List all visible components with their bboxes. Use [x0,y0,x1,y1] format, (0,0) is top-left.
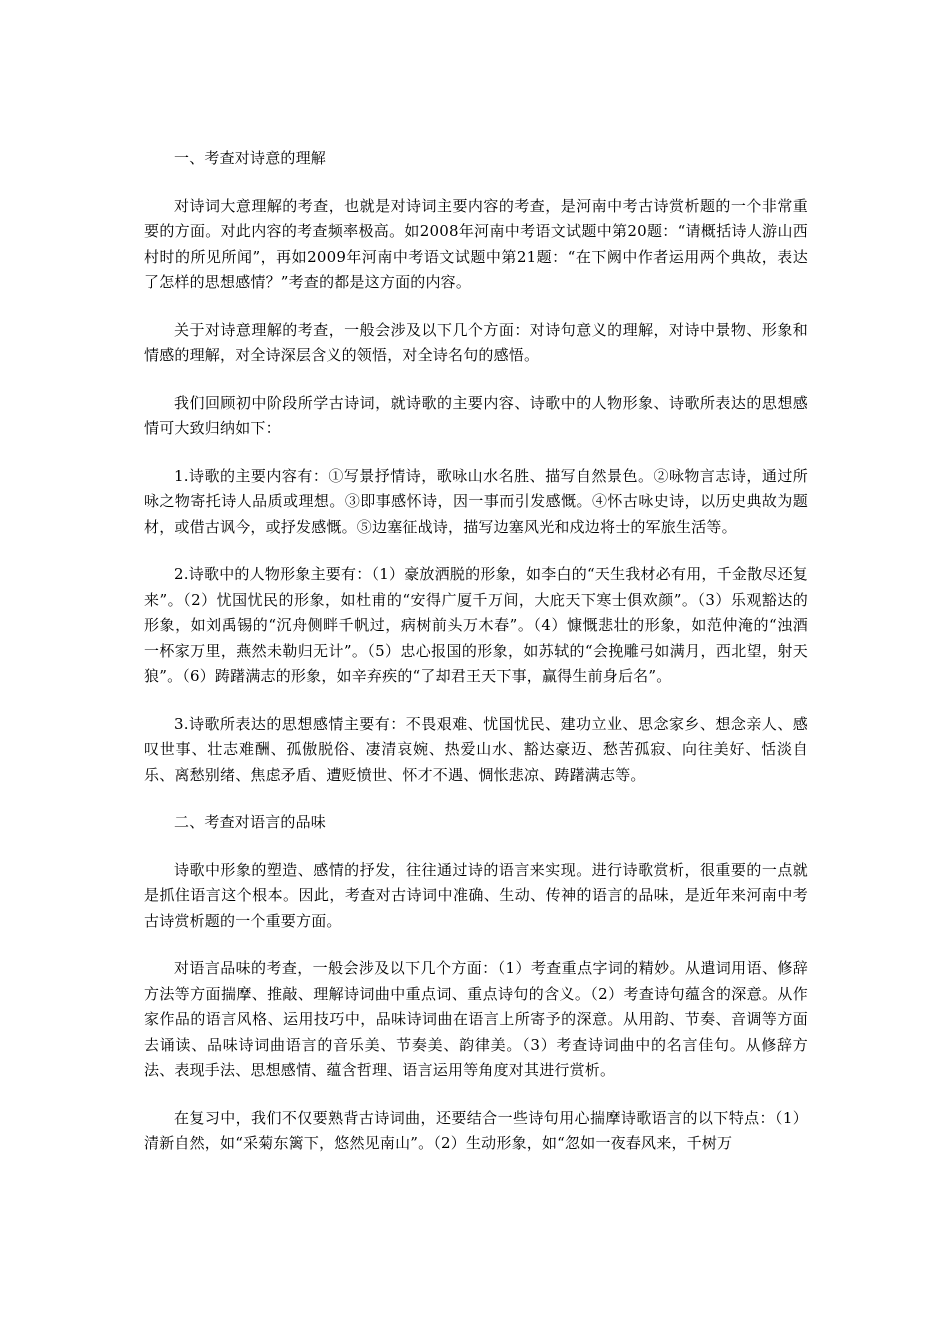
paragraph: 关于对诗意理解的考查，一般会涉及以下几个方面：对诗句意义的理解，对诗中景物、形象和情感的理解，对全诗深层含义的领悟，对全诗名句的感悟。 [144,320,808,364]
document-body [144,146,808,1179]
paragraph: 对语言品味的考查，一般会涉及以下几个方面：（1）考查重点字词的精妙。从遣词用语、修辞方法等方面揣摩、推敲、理解诗词曲中重点词、重点诗句的含义。（2）考查诗句蕴含的深意。从作家作品的语言风格、运用技巧中，品味诗词曲在语言上所寄予的深意。从用韵、节奏、音调等方面去诵读、品味诗词曲语言的音乐美、节奏美、韵律美。（3）考查诗词曲中的名言佳句。从修辞方法、表现手法、思想感情、蕴含哲理、语言运用等角度对其进行赏析。 [144,959,808,1079]
section-heading-2: 二、考查对语言的品味 [174,813,327,831]
list-paragraph-figures: 2.诗歌中的人物形象主要有：（1）豪放洒脱的形象，如李白的“天生我材必有用，千金散尽还复来”。（2）忧国忧民的形象，如杜甫的“安得广厦千万间，大庇天下寒士俱欢颜”。（3）乐观豁达的形象，如刘禹锡的“沉舟侧畔千帆过，病树前头万木春”。（4）慷慨悲壮的形象，如范仲淹的“浊酒一杯家万里，燕然未勒归无计”。（5）忠心报国的形象，如苏轼的“会挽雕弓如满月，西北望，射天狼”。（6）踌躇满志的形象，如辛弃疾的“了却君王天下事，赢得生前身后名”。 [144,565,808,685]
paragraph: 诗歌中形象的塑造、感情的抒发，往往通过诗的语言来实现。进行诗歌赏析，很重要的一点就是抓住语言这个根本。因此，考查对古诗词中准确、生动、传神的语言的品味，是近年来河南中考古诗赏析题的一个重要方面。 [144,860,808,930]
paragraph: 在复习中，我们不仅要熟背古诗词曲，还要结合一些诗句用心揣摩诗歌语言的以下特点：（1）清新自然，如“采菊东篱下，悠然见南山”。（2）生动形象，如“忽如一夜春风来，千树万 [144,1108,808,1152]
list-paragraph-emotions: 3.诗歌所表达的思想感情主要有：不畏艰难、忧国忧民、建功立业、思念家乡、想念亲人、感叹世事、壮志难酬、孤傲脱俗、凄清哀婉、热爱山水、豁达豪迈、愁苦孤寂、向往美好、恬淡自乐、离愁别绪、焦虑矛盾、遭贬愤世、怀才不遇、惆怅悲凉、踌躇满志等。 [144,714,808,784]
list-paragraph-content: 1.诗歌的主要内容有：①写景抒情诗，歌咏山水名胜、描写自然景色。②咏物言志诗，通过所咏之物寄托诗人品质或理想。③即事感怀诗，因一事而引发感慨。④怀古咏史诗，以历史典故为题材，或借古讽今，或抒发感慨。⑤边塞征战诗，描写边塞风光和戍边将士的军旅生活等。 [144,466,808,536]
paragraph: 我们回顾初中阶段所学古诗词，就诗歌的主要内容、诗歌中的人物形象、诗歌所表达的思想感情可大致归纳如下： [144,393,808,437]
paragraph: 对诗词大意理解的考查，也就是对诗词主要内容的考查，是河南中考古诗赏析题的一个非常重要的方面。对此内容的考查频率极高。如2008年河南中考语文试题中第20题：“请概括诗人游山西村时的所见所闻”，再如2009年河南中考语文试题中第21题：“在下阙中作者运用两个典故，表达了怎样的思想感情？”考查的都是这方面的内容。 [144,196,808,291]
section-heading-1: 一、考查对诗意的理解 [174,149,327,167]
